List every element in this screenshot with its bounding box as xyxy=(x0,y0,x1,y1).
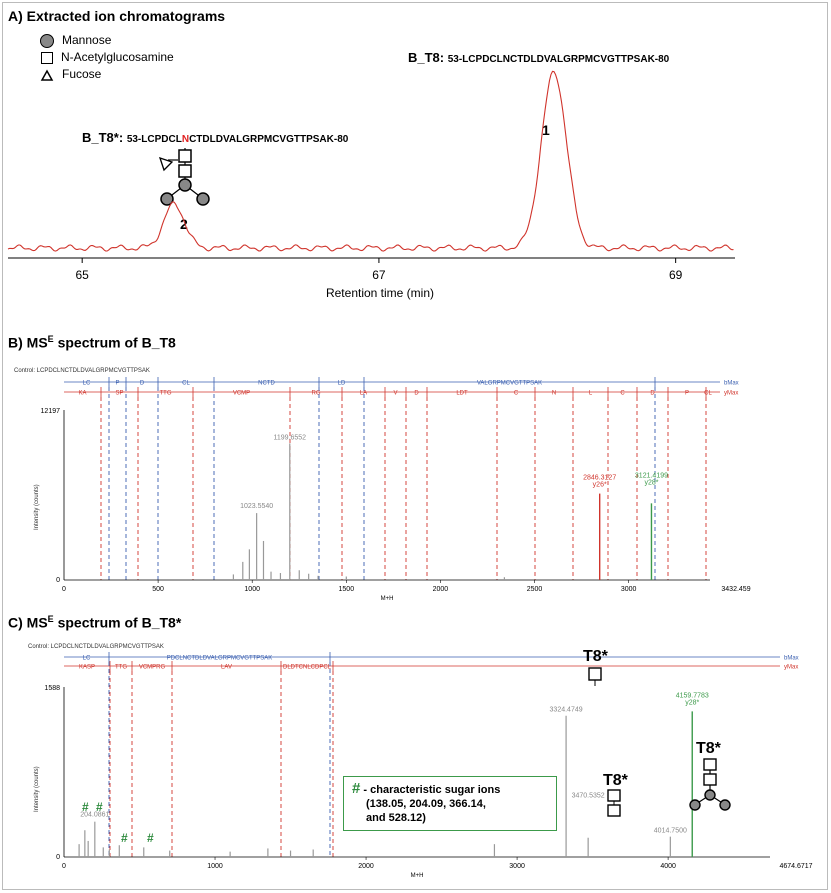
sugar-ion-mark-1: # xyxy=(82,800,89,814)
x-tick-label: 3000 xyxy=(509,863,525,870)
y-ion-fragment-label: D xyxy=(414,390,419,397)
spectrum-xmax-label: 3432.459 xyxy=(721,586,751,593)
b-ion-fragment-label: D xyxy=(139,380,145,387)
x-tick-label: 65 xyxy=(75,268,89,282)
peak-label: 4014.7500 xyxy=(653,827,687,835)
glycan-t8-1 xyxy=(587,666,603,686)
peak-label: 1199.6552 xyxy=(273,434,307,442)
y-ion-max-label: yMax xyxy=(784,664,799,671)
t8-label-3: T8* xyxy=(696,740,721,757)
x-tick-label: 3000 xyxy=(620,586,637,593)
sugar-ion-mark-3: # xyxy=(121,831,128,845)
y-ion-fragment-label: C xyxy=(513,390,519,397)
b-ion-fragment-label: LC xyxy=(82,380,91,387)
peak2-number: 2 xyxy=(180,216,188,232)
y-ion-fragment-label: KASP xyxy=(78,664,96,671)
y-ion-fragment-label: TTG xyxy=(115,664,127,671)
sugar-ion-mark-2: # xyxy=(96,800,103,814)
y-ion-fragment-label: L xyxy=(588,390,593,397)
spectrum-ymax-label: 12197 xyxy=(40,408,60,415)
spectrum-b-chart xyxy=(0,370,831,610)
peak-label: 3470.5352 xyxy=(571,792,605,800)
legend-label-fucose: Fucose xyxy=(62,67,102,81)
b-ion-fragment-label: P xyxy=(115,380,120,387)
glcnac-square-icon xyxy=(589,668,601,680)
glycan-t8-2 xyxy=(606,788,624,818)
glcnac-square-icon xyxy=(704,759,716,770)
panel-b-title: B) $MS^E$ spectrum of B_T8 xyxy=(8,334,176,351)
glycan-t8-3 xyxy=(688,757,732,811)
peak-label: 1023.5540 xyxy=(240,503,274,511)
b-ion-fragment-label: NCTD xyxy=(258,380,275,387)
peak2-glyco-site: N xyxy=(181,134,190,145)
peak-label: y28* xyxy=(685,699,700,707)
t8-label-2: T8* xyxy=(603,772,628,789)
legend-label-mannose: Mannose xyxy=(62,33,112,47)
y-ion-fragment-label: CL xyxy=(704,390,712,397)
panel-c-control: Control: LCPDCLNCTDLDVALGRPMCVGTTPSAK xyxy=(28,644,164,650)
mannose-circle-icon xyxy=(720,800,730,810)
sugar-box-line3: and 528.12) xyxy=(366,812,426,824)
y-ion-fragment-label: D xyxy=(650,390,655,397)
y-ion-fragment-label: DLDTCNLCDPCL xyxy=(282,664,332,671)
peak-label: 204.0861 xyxy=(80,811,110,819)
peak-label: y26* xyxy=(592,481,607,489)
spectrum-xmax-label: 4674.6717 xyxy=(779,863,813,870)
b-ion-fragment-label: LC xyxy=(82,655,91,662)
peak2-seq-pre: 53-LCPDCL xyxy=(126,134,182,145)
b-ion-fragment-label: LD xyxy=(337,380,346,387)
glcnac-square-icon xyxy=(704,774,716,785)
peak1-sequence: 53-LCPDCLNCTDLDVALGRPMCVGTTPSAK-80 xyxy=(447,54,670,65)
sugar-ion-mark-4: # xyxy=(147,831,154,845)
peak1-label: B_T8: xyxy=(408,50,445,65)
spectrum-ymin-label: 0 xyxy=(56,577,60,584)
chromatogram-trace xyxy=(8,71,734,251)
b-ion-max-label: bMax xyxy=(784,655,799,662)
y-ion-fragment-label: VCMP xyxy=(232,390,251,397)
panel-c-y-label: Intensity (counts) xyxy=(34,766,40,812)
sugar-box-hash: # xyxy=(352,780,361,797)
x-tick-label: 0 xyxy=(62,863,66,870)
glcnac-square-icon xyxy=(608,805,620,816)
y-ion-fragment-label: P xyxy=(684,390,690,397)
glcnac-square-icon xyxy=(608,790,620,801)
b-ion-fragment-label: VALGRPMCVGTTPSAK xyxy=(476,380,543,387)
mannose-circle-icon xyxy=(705,790,715,800)
spectrum-x-label: M+H xyxy=(410,873,424,879)
peak-label: 2846.3127 xyxy=(583,474,617,482)
peak-label: 3324.4749 xyxy=(549,706,583,714)
b-ion-fragment-label: CL xyxy=(182,380,190,387)
peak-label: 4159.7783 xyxy=(675,692,709,700)
x-tick-label: 1000 xyxy=(207,863,223,870)
panel-b-control: Control: LCPDCLNCTDLDVALGRPMCVGTTPSAK xyxy=(14,368,150,374)
x-tick-label: 4000 xyxy=(660,863,676,870)
peak-label: y28* xyxy=(644,479,659,487)
y-ion-fragment-label: LA xyxy=(359,390,368,397)
x-tick-label: 2000 xyxy=(358,863,374,870)
t8-label-1: T8* xyxy=(583,648,608,665)
y-ion-fragment-label: RG xyxy=(311,390,321,397)
b-ion-max-label: bMax xyxy=(724,380,739,387)
y-ion-fragment-label: KA xyxy=(78,390,87,397)
x-tick-label: 1000 xyxy=(244,586,260,593)
x-tick-label: 0 xyxy=(62,586,66,593)
y-ion-fragment-label: VCMPRG xyxy=(138,664,166,671)
spectrum-ymax-label: 1588 xyxy=(44,685,60,692)
legend-label-glcnac: N-Acetylglucosamine xyxy=(61,50,174,64)
y-ion-max-label: yMax xyxy=(724,390,739,397)
peak2-seq-post: CTDLDVALGRPMCVGTTPSAK-80 xyxy=(189,134,349,145)
y-ion-fragment-label: SP xyxy=(115,390,124,397)
chromatogram-x-label: Retention time (min) xyxy=(325,286,435,300)
y-ion-fragment-label: C xyxy=(620,390,625,397)
sugar-box-text: - characteristic sugar ions xyxy=(360,784,501,796)
peak2-label: B_T8*: xyxy=(82,130,124,145)
y-ion-fragment-label: V xyxy=(393,390,398,397)
y-ion-fragment-label: N xyxy=(551,390,557,397)
x-tick-label: 2500 xyxy=(526,586,543,593)
panel-c-title: C) $MS^E$ spectrum of B_T8* xyxy=(8,614,182,631)
x-tick-label: 1500 xyxy=(338,586,355,593)
x-tick-label: 500 xyxy=(152,586,164,593)
spectrum-ymin-label: 0 xyxy=(56,854,60,861)
panel-a-title: A) Extracted ion chromatograms xyxy=(8,8,226,24)
x-tick-label: 67 xyxy=(372,268,386,282)
sugar-ion-legend-box xyxy=(343,776,557,831)
spectrum-x-label: M+H xyxy=(380,596,394,602)
chromatogram-chart xyxy=(0,0,831,310)
x-tick-label: 69 xyxy=(668,268,683,282)
y-ion-fragment-label: LDT xyxy=(456,390,468,397)
x-tick-label: 2000 xyxy=(432,586,449,593)
sugar-box-line2: (138.05, 204.09, 366.14, xyxy=(366,798,486,810)
mannose-circle-icon xyxy=(690,800,700,810)
y-ion-fragment-label: TTG xyxy=(159,390,172,397)
peak-label: 3121.4199 xyxy=(634,472,669,480)
y-ion-fragment-label: LAV xyxy=(221,664,232,671)
panel-b-y-label: Intensity (counts) xyxy=(34,484,40,530)
peak1-number: 1 xyxy=(542,122,550,138)
b-ion-fragment-label: PDCLNCTDLDVALGRPMCVGTTPSAK xyxy=(166,655,273,662)
